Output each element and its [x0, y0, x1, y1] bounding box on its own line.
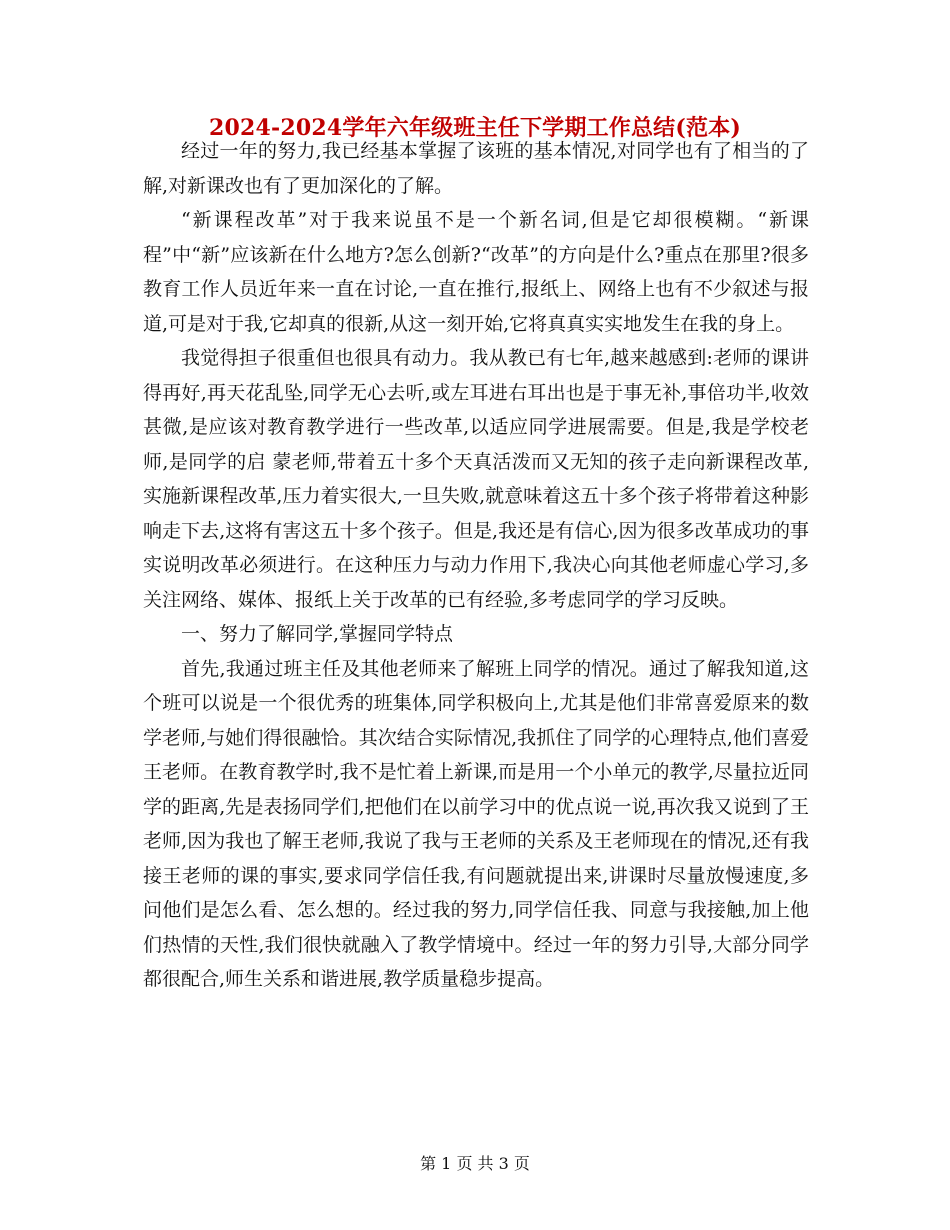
- paragraph-1: 经过一年的努力,我已经基本掌握了该班的基本情况,对同学也有了相当的了解,对新课改也有了更加深化的了解。: [143, 140, 809, 197]
- paragraph-4: 首先,我通过班主任及其他老师来了解班上同学的情况。通过了解我知道,这个班可以说是一个很优秀的班集体,同学积极向上,尤其是他们非常喜爱原来的数学老师,与她们得很融恰。其次结合实际情况,我抓住了同学的心理特点,他们喜爱王老师。在教育教学时,我不是忙着上新课,而是用一个小单元的教学,尽量拉近同学的距离,先是表扬同学们,把他们在以前学习中的优点说一说,再次我又说到了王老师,因为我也了解王老师,我说了我与王老师的关系及王老师现在的情况,还有我接王老师的课的事实,要求同学信任我,有问题就提出来,讲课时尽量放慢速度,多问他们是怎么看、怎么想的。经过我的努力,同学信任我、同意与我接触,加上他们热情的天性,我们很快就融入了教学情境中。经过一年的努力引导,大部分同学都很配合,师生关系和谐进展,教学质量稳步提高。: [143, 657, 809, 990]
- paragraph-2: “新课程改革”对于我来说虽不是一个新名词,但是它却很模糊。“新课程”中“新”应该新在什么地方?怎么创新?“改革”的方向是什么?重点在那里?很多教育工作人员近年来一直在讨论,一直在推行,报纸上、网络上也有不少叙述与报道,可是对于我,它却真的很新,从这一刻开始,它将真真实实地发生在我的身上。: [143, 209, 809, 335]
- section-heading-1: 一、努力了解同学,掌握同学特点: [181, 623, 454, 645]
- document-body: [143, 134, 809, 997]
- page-footer: 第 1 页 共 3 页: [420, 1154, 530, 1173]
- paragraph-3: 我觉得担子很重但也很具有动力。我从教已有七年,越来越感到:老师的课讲得再好,再天花乱坠,同学无心去听,或左耳进右耳出也是于事无补,事倍功半,收效甚微,是应该对教育教学进行一些改革,以适应同学进展需要。但是,我是学校老师,是同学的启 蒙老师,带着五十多个天真活泼而又无知的孩子走向新课程改革,实施新课程改革,压力着实很大,一旦失败,就意味着这五十多个孩子将带着这种影响走下去,这将有害这五十多个孩子。但是,我还是有信心,因为很多改革成功的事实说明改革必须进行。在这种压力与动力作用下,我决心向其他老师虚心学习,多关注网络、媒体、报纸上关于改革的已有经验,多考虑同学的学习反映。: [143, 347, 809, 611]
- document-title: 2024-2024学年六年级班主任下学期工作总结(范本): [208, 115, 741, 141]
